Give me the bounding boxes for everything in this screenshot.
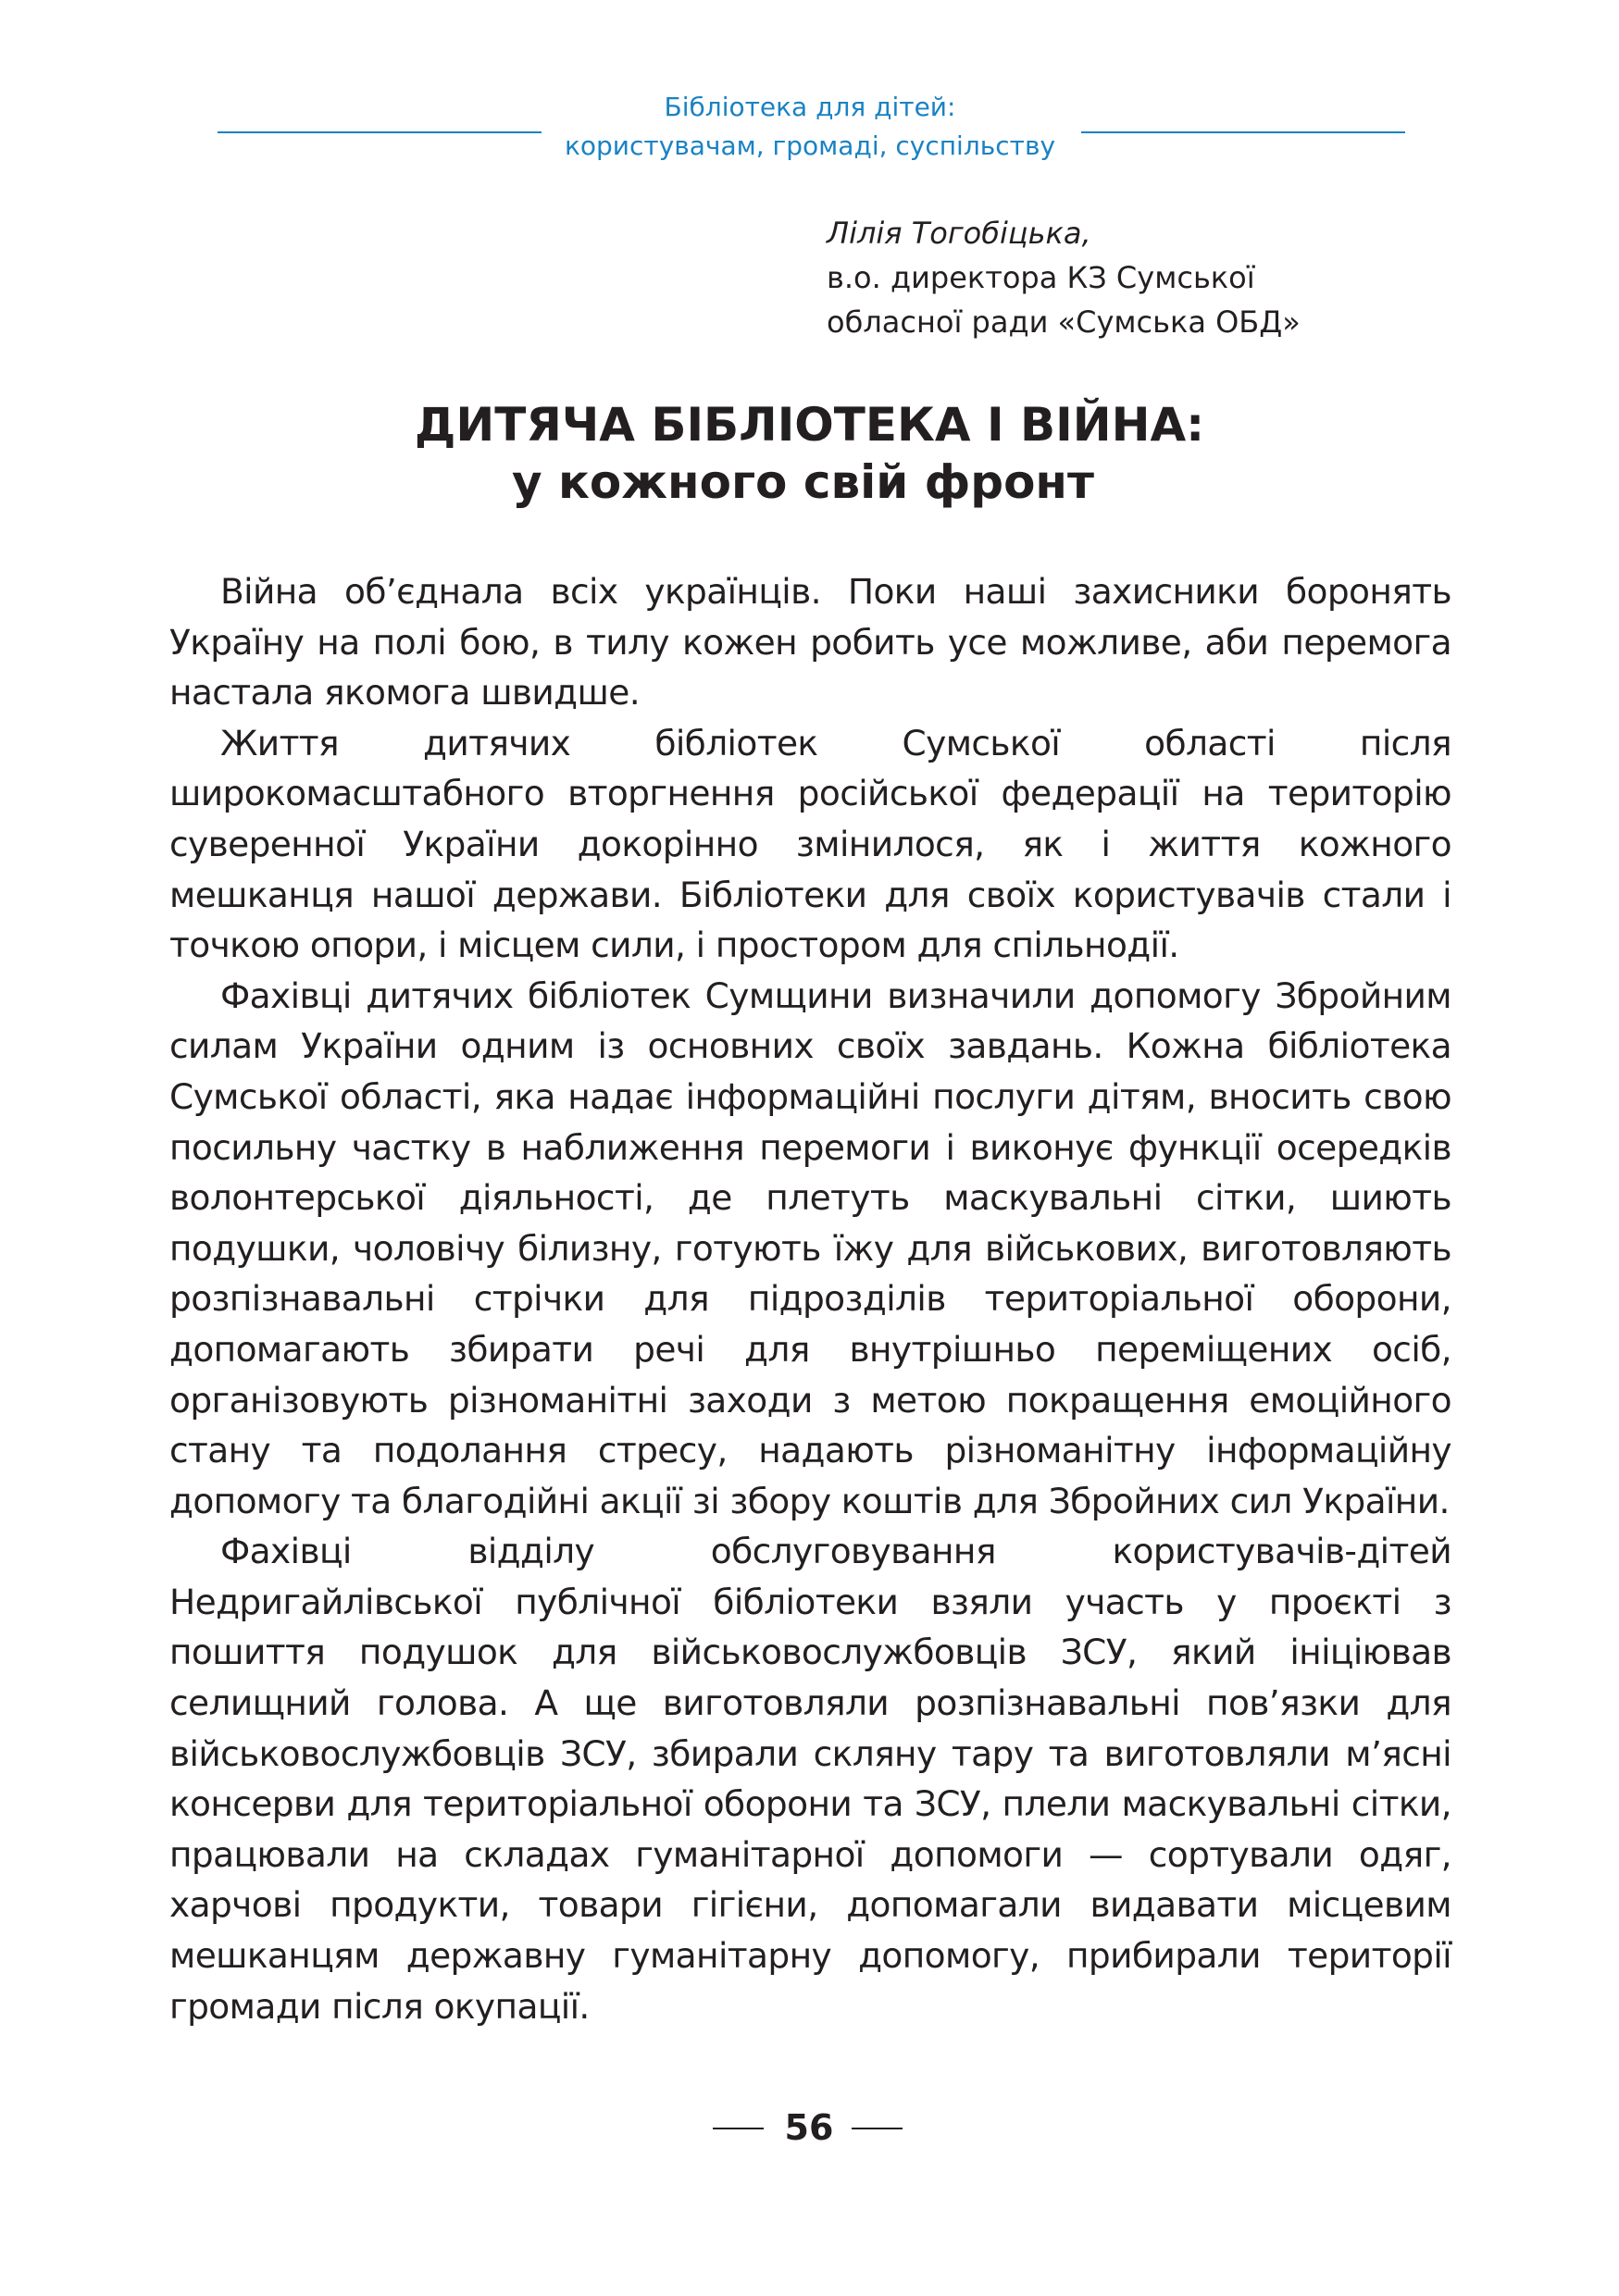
page-footer xyxy=(0,2099,1619,2154)
body-paragraph: Війна об’єднала всіх українців. Поки наші захисники боронять Україну на полі бою, в тилу кожен робить усе можливе, аби перемога настала якомога швидше. xyxy=(169,571,1451,714)
footer-rule-left xyxy=(713,2128,764,2129)
running-header-line-1: Бібліотека для дітей: xyxy=(664,92,956,122)
author-name: Лілія Тогобіцька, xyxy=(827,216,1091,251)
running-header-line-2: користувачам, громаді, суспільству xyxy=(564,130,1056,161)
author-block xyxy=(827,211,1549,344)
body-paragraph: Фахівці дитячих бібліотек Сумщини визначили допомогу Збройним силам України одним із основних своїх завдань. Кожна бібліотека Сумської області, яка надає інформаційні послуги дітям, вносить свою посильну частку в наближення перемоги і виконує функції осередків волонтерської діяльності, де плетуть маскувальні сітки, шиють подушки, чоловічу білизну, готують їжу для військових, виготовляють розпізнавальні стрічки для підрозділів територіальної оборони, допомагають збирати речі для внутрішньо переміщених осіб, організовують різноманітні заходи з метою покращення емоційного стану та подолання стресу, надають різноманітну інформаційну допомогу та благодійні акції зі збору коштів для Збройних сил України. xyxy=(169,974,1451,1521)
author-position-line-2: обласної ради «Сумська ОБД» xyxy=(827,304,1301,340)
body-paragraph: Фахівці відділу обслуговування користувачів-дітей Недригайлівської публічної бібліотеки взяли участь у проєкті з пошиття подушок для військовослужбовців ЗСУ, який ініціював селищний голова. А ще виготовляли розпізнавальні пов’язки для військовослужбовців ЗСУ, збирали скляну тару та виготовляли м’ясні консерви для територіальної оборони та ЗСУ, плели маскувальні сітки, працювали на складах гуманітарної допомоги — сортували одяг, харчові продукти, товари гігієни, допомагали видавати місцевим мешканцям державну гуманітарну допомогу, прибирали території громади після окупації. xyxy=(169,1531,1451,2027)
author-position-line-1: в.о. директора КЗ Сумської xyxy=(827,260,1255,295)
header-rule-left xyxy=(218,131,542,133)
footer-rule-right xyxy=(852,2128,903,2129)
body-paragraph: Життя дитячих бібліотек Сумської області після широкомасштабного вторгнення російської федерації на територію суверенної України докорінно змінилося, як і життя кожного мешканця нашої держави. Бібліотеки для своїх користувачів стали і точкою опори, і місцем сили, і простором для спільнодії. xyxy=(169,722,1451,966)
header-rule-right xyxy=(1081,131,1405,133)
page-number: 56 xyxy=(784,2107,834,2148)
article-body xyxy=(169,566,1451,2031)
running-header xyxy=(0,88,1619,180)
article-title-line-1: ДИТЯЧА БІБЛІОТЕКА І ВІЙНА: xyxy=(414,398,1205,452)
running-header-title xyxy=(546,88,1074,166)
article-subtitle: у кожного свій фронт xyxy=(512,455,1094,509)
